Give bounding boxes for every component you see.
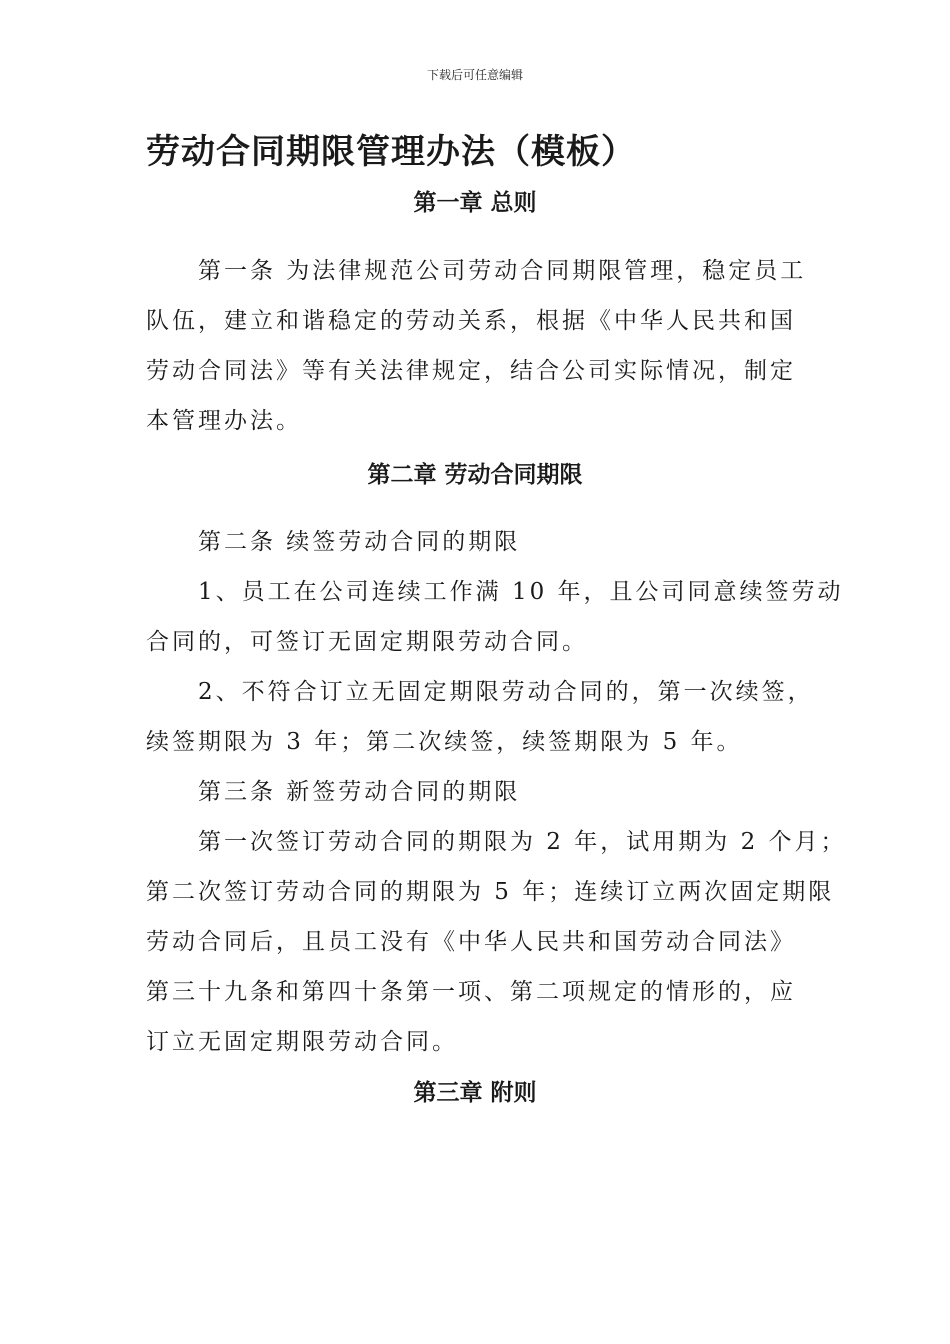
item-1-line: 合同的，可签订无固定期限劳动合同。 (146, 629, 588, 655)
article-3-line: 订立无固定期限劳动合同。 (146, 1029, 458, 1055)
item-2-line: 续签期限为 3 年；第二次续签，续签期限为 5 年。 (146, 729, 743, 755)
item-1-line: 1、员工在公司连续工作满 10 年，且公司同意续签劳动 (198, 579, 844, 605)
article-1 (146, 246, 806, 446)
article-3-line: 劳动合同后，且员工没有《中华人民共和国劳动合同法》 (146, 929, 796, 955)
article-1-line: 队伍，建立和谐稳定的劳动关系，根据《中华人民共和国 (146, 308, 796, 334)
article-3-line: 第三十九条和第四十条第一项、第二项规定的情形的，应 (146, 979, 796, 1005)
article-1-line: 本管理办法。 (146, 408, 302, 434)
article-3-heading: 第三条 新签劳动合同的期限 (198, 779, 521, 805)
article-1-line: 第一条 为法律规范公司劳动合同期限管理，稳定员工 (198, 258, 807, 284)
chapter-2-heading: 第二章 劳动合同期限 (367, 462, 583, 488)
item-2-line: 2、不符合订立无固定期限劳动合同的，第一次续签， (198, 679, 814, 705)
article-3-line: 第一次签订劳动合同的期限为 2 年，试用期为 2 个月； (198, 829, 847, 855)
chapter-2-body (146, 517, 847, 1067)
header-note: 下载后可任意编辑 (426, 68, 523, 82)
chapter-3-heading: 第三章 附则 (413, 1080, 537, 1106)
document-title: 劳动合同期限管理办法（模板） (146, 132, 636, 172)
article-2-heading: 第二条 续签劳动合同的期限 (198, 529, 521, 555)
chapter-1-heading: 第一章 总则 (413, 190, 537, 216)
article-3-line: 第二次签订劳动合同的期限为 5 年；连续订立两次固定期限 (146, 879, 835, 905)
article-1-line: 劳动合同法》等有关法律规定，结合公司实际情况，制定 (146, 358, 796, 384)
